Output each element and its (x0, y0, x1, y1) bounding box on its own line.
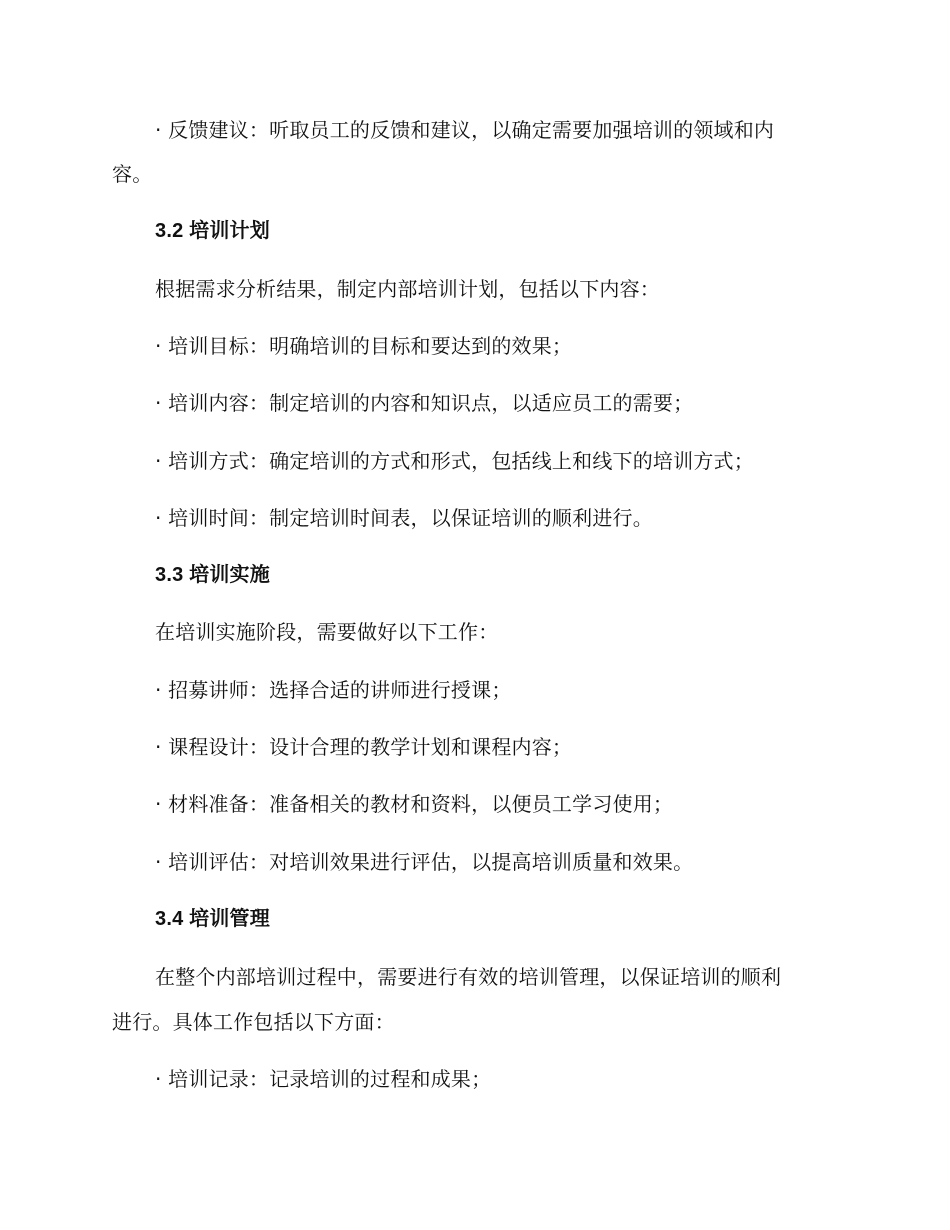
feedback-bullet-line2: 容。 (112, 162, 153, 186)
list-item: · 培训时间：制定培训时间表，以保证培训的顺利进行。 (155, 506, 653, 530)
list-item: · 招募讲师：选择合适的讲师进行授课； (155, 678, 512, 702)
section-heading-3-3: 3.3 培训实施 (155, 564, 270, 586)
feedback-bullet-line1: · 反馈建议：听取员工的反馈和建议，以确定需要加强培训的领域和内 (155, 118, 775, 142)
list-item: · 培训记录：记录培训的过程和成果； (155, 1067, 492, 1091)
section-heading-3-4: 3.4 培训管理 (155, 908, 270, 930)
section-heading-3-2: 3.2 培训计划 (155, 220, 270, 242)
section-3-4-intro-line1: 在整个内部培训过程中，需要进行有效的培训管理，以保证培训的顺利 (155, 965, 782, 989)
list-item: · 培训内容：制定培训的内容和知识点，以适应员工的需要； (155, 391, 694, 415)
list-item: · 培训目标：明确培训的目标和要达到的效果； (155, 334, 573, 358)
list-item: · 课程设计：设计合理的教学计划和课程内容； (155, 735, 573, 759)
list-item: · 培训评估：对培训效果进行评估，以提高培训质量和效果。 (155, 850, 694, 874)
section-3-3-intro: 在培训实施阶段，需要做好以下工作： (155, 620, 499, 644)
list-item: · 材料准备：准备相关的教材和资料，以便员工学习使用； (155, 792, 674, 816)
list-item: · 培训方式：确定培训的方式和形式，包括线上和线下的培训方式； (155, 449, 754, 473)
section-3-2-intro: 根据需求分析结果，制定内部培训计划，包括以下内容： (155, 277, 660, 301)
section-3-4-intro-line2: 进行。具体工作包括以下方面： (112, 1010, 395, 1034)
